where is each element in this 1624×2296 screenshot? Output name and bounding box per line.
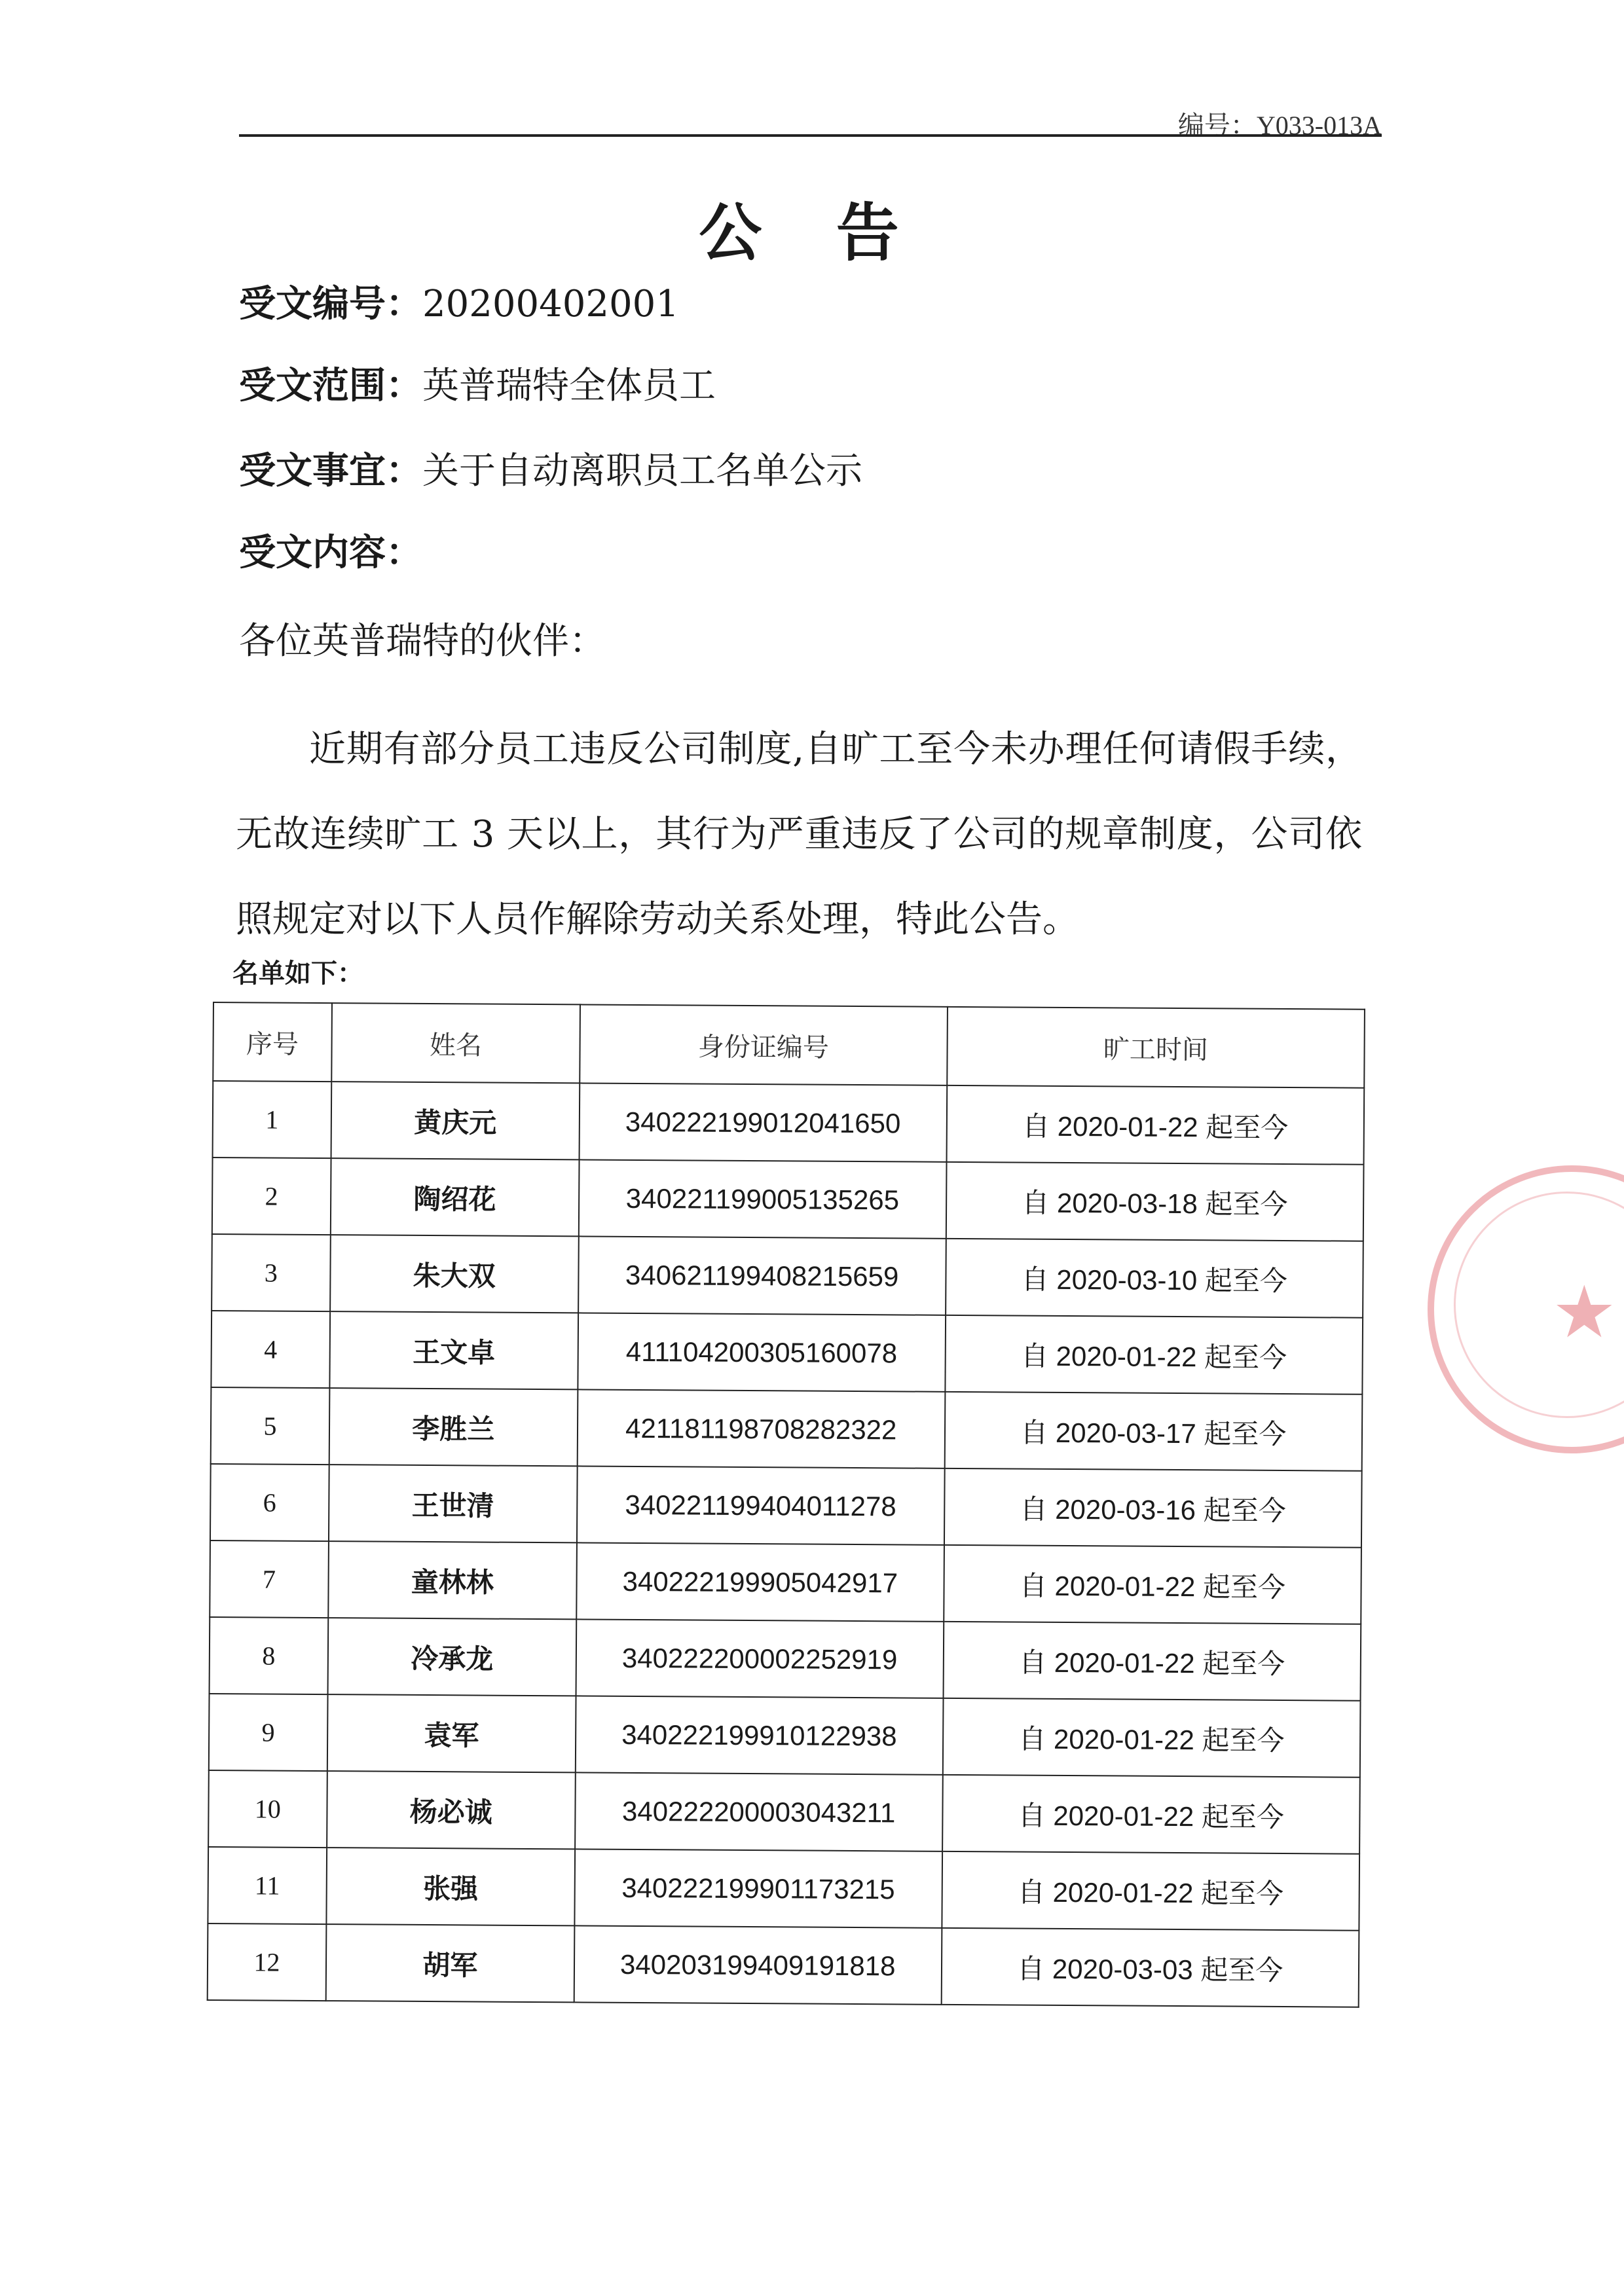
table-row [211,1311,1363,1394]
row-absence-period: 自 2020-01-22 起至今 [944,1545,1361,1624]
row-index: 1 [213,1081,331,1158]
header-absence-period: 旷工时间 [947,1007,1365,1088]
row-name: 李胜兰 [329,1388,578,1466]
row-index: 2 [212,1157,331,1235]
row-index: 8 [210,1617,328,1694]
meta-content [239,530,422,576]
row-index: 10 [208,1770,327,1848]
table-header-row [213,1002,1365,1088]
row-absence-period: 自 2020-01-22 起至今 [942,1775,1360,1854]
row-index: 6 [210,1464,329,1541]
row-id-number: 411104200305160078 [578,1313,945,1391]
row-index: 3 [212,1234,330,1311]
meta-doc-id-label: 受文编号： [239,283,422,325]
body-paragraph: 近期有部分员工违反公司制度,自旷工至今未办理任何请假手续，无故连续旷工 3 天以上，其行为严重违反了公司的规章制度，公司依照规定对以下人员作解除劳动关系处理，特此公告。 [236,728,1362,941]
row-id-number: 340222199012041650 [579,1083,946,1161]
row-name: 陶绍花 [331,1158,580,1236]
document-number: 编号：Y033-013A [1177,111,1382,140]
row-name: 王文卓 [329,1311,578,1389]
row-index: 9 [209,1694,327,1771]
company-seal-stamp [1428,1165,1624,1453]
row-id-number: 340221199404011278 [577,1466,944,1544]
header-divider [239,134,1382,137]
meta-doc-id [239,282,679,327]
list-heading: 名单如下： [232,958,363,989]
meta-subject-label: 受文事宜： [239,450,422,492]
meta-scope [239,363,716,409]
table-row [209,1694,1361,1777]
meta-subject [239,448,862,494]
row-absence-period: 自 2020-03-17 起至今 [944,1392,1362,1471]
row-absence-period: 自 2020-01-22 起至今 [943,1622,1361,1701]
row-id-number: 340221199005135265 [579,1159,946,1238]
row-absence-period: 自 2020-03-16 起至今 [944,1468,1362,1548]
salutation: 各位英普瑞特的伙伴： [239,620,606,663]
table-row [208,1847,1359,1931]
row-absence-period: 自 2020-03-03 起至今 [941,1928,1359,2007]
table-row [208,1923,1359,2007]
meta-doc-id-value: 20200402001 [422,283,679,325]
meta-subject-value: 关于自动离职员工名单公示 [422,450,862,492]
row-absence-period: 自 2020-03-10 起至今 [946,1239,1363,1318]
row-name: 黄庆元 [331,1082,580,1159]
table-row [212,1157,1364,1241]
meta-scope-label: 受文范围： [239,365,422,407]
seal-star-icon: ★ [1552,1270,1617,1354]
row-absence-period: 自 2020-01-22 起至今 [942,1851,1359,1931]
row-id-number: 340222200002252919 [576,1619,943,1698]
row-index: 5 [211,1387,329,1465]
row-index: 7 [210,1540,328,1618]
row-name: 朱大双 [330,1235,579,1313]
row-name: 袁军 [327,1694,576,1772]
row-absence-period: 自 2020-03-18 起至今 [946,1162,1363,1241]
row-id-number: 340222199901173215 [574,1849,942,1927]
meta-content-label: 受文内容： [239,532,422,574]
row-id-number: 421181198708282322 [578,1389,945,1468]
table-row [208,1770,1360,1854]
table-row [212,1234,1363,1318]
row-name: 冷承龙 [327,1618,576,1696]
row-index: 11 [208,1847,326,1924]
table-row [213,1081,1365,1165]
row-name: 童林林 [328,1541,577,1619]
table-row [210,1540,1361,1624]
row-name: 杨必诚 [327,1771,576,1849]
row-name: 王世清 [329,1465,578,1542]
row-index: 12 [208,1923,326,2001]
header-name: 姓名 [331,1003,580,1083]
header-id-number: 身份证编号 [580,1004,948,1085]
row-id-number: 340222199910122938 [576,1696,943,1774]
row-id-number: 340621199408215659 [578,1236,946,1315]
header-index: 序号 [213,1002,332,1082]
row-name: 张强 [326,1848,575,1925]
row-absence-period: 自 2020-01-22 起至今 [945,1315,1363,1394]
row-absence-period: 自 2020-01-22 起至今 [946,1085,1364,1165]
meta-scope-value: 英普瑞特全体员工 [422,365,716,407]
row-id-number: 340203199409191818 [574,1925,942,2004]
table-row [210,1617,1361,1701]
roster-table [207,1002,1365,2008]
table-row [210,1464,1362,1548]
row-id-number: 340222199905042917 [576,1542,944,1621]
row-id-number: 340222200003043211 [575,1772,942,1851]
row-index: 4 [211,1311,329,1388]
table-row [211,1387,1363,1471]
row-name: 胡军 [325,1924,574,2002]
row-absence-period: 自 2020-01-22 起至今 [942,1698,1360,1777]
page-title: 公 告 [699,196,925,270]
